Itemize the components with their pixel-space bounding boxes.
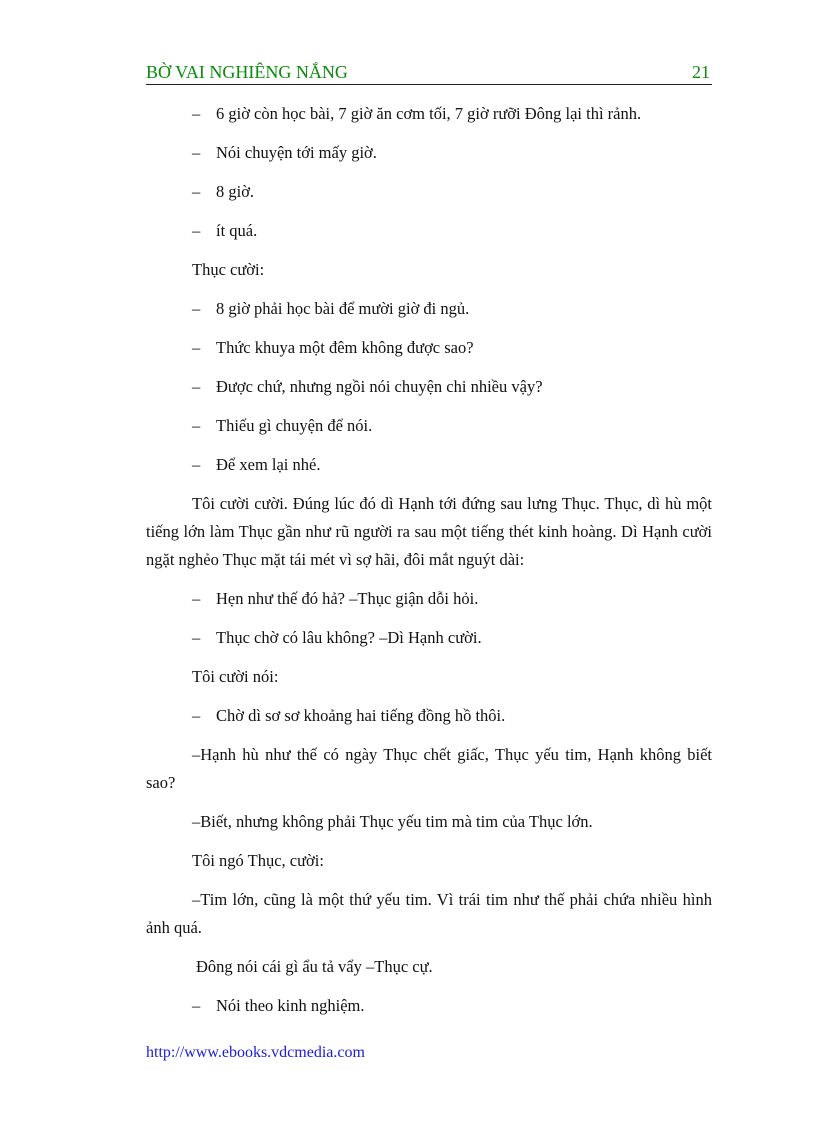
dialogue-paragraph: –Tim lớn, cũng là một thứ yếu tim. Vì trái tim như thế phải chứa nhiều hình ảnh quá. xyxy=(146,890,712,937)
dialogue-line: – Thức khuya một đêm không được sao? xyxy=(146,334,712,362)
book-title: BỜ VAI NGHIÊNG NẮNG xyxy=(146,62,348,82)
dialogue-line: – Hẹn như thế đó hả? –Thục giận dỗi hỏi. xyxy=(146,585,712,613)
narration-line: Tôi ngó Thục, cười: xyxy=(192,851,324,870)
dialogue-line: – Nói theo kinh nghiệm. xyxy=(146,992,712,1020)
dialogue-line: – Thiếu gì chuyện để nói. xyxy=(146,412,712,440)
running-header xyxy=(146,60,712,85)
dialogue-line: – Được chứ, nhưng ngồi nói chuyện chi nhiều vậy? xyxy=(146,373,712,401)
footer-link[interactable]: http://www.ebooks.vdcmedia.com xyxy=(146,1044,365,1061)
dialogue-line: – 8 giờ phải học bài để mười giờ đi ngủ. xyxy=(146,295,712,323)
dialogue-line: – Thục chờ có lâu không? –Dì Hạnh cười. xyxy=(146,624,712,652)
page-number: 21 xyxy=(692,62,710,82)
dialogue-line: – ít quá. xyxy=(146,217,712,245)
narration-line: Tôi cười nói: xyxy=(192,667,279,686)
dialogue-line: – Để xem lại nhé. xyxy=(146,451,712,479)
dialogue-line: – Chờ dì sơ sơ khoảng hai tiếng đồng hồ thôi. xyxy=(146,702,712,730)
narration-paragraph: Tôi cười cười. Đúng lúc đó dì Hạnh tới đứng sau lưng Thục. Thục, dì hù một tiếng lớn làm Thục gần như rũ người ra sau một tiếng thét kinh hoàng. Dì Hạnh cười ngặt nghẻo Thục mặt tái mét vì sợ hãi, đôi mắt nguýt dài: xyxy=(146,494,712,569)
dialogue-line: – Nói chuyện tới mấy giờ. xyxy=(146,139,712,167)
narration-line: Đông nói cái gì ẩu tả vẩy –Thục cự. xyxy=(196,957,433,976)
dialogue-paragraph: –Biết, nhưng không phải Thục yếu tim mà tim của Thục lớn. xyxy=(192,812,593,831)
dialogue-paragraph: –Hạnh hù như thế có ngày Thục chết giấc, Thục yếu tim, Hạnh không biết sao? xyxy=(146,745,712,792)
narration-line: Thục cười: xyxy=(192,260,265,279)
page-body xyxy=(146,100,712,1031)
dialogue-line: – 6 giờ còn học bài, 7 giờ ăn cơm tối, 7 giờ rưỡi Đông lại thì rảnh. xyxy=(146,100,712,128)
dialogue-line: – 8 giờ. xyxy=(146,178,712,206)
